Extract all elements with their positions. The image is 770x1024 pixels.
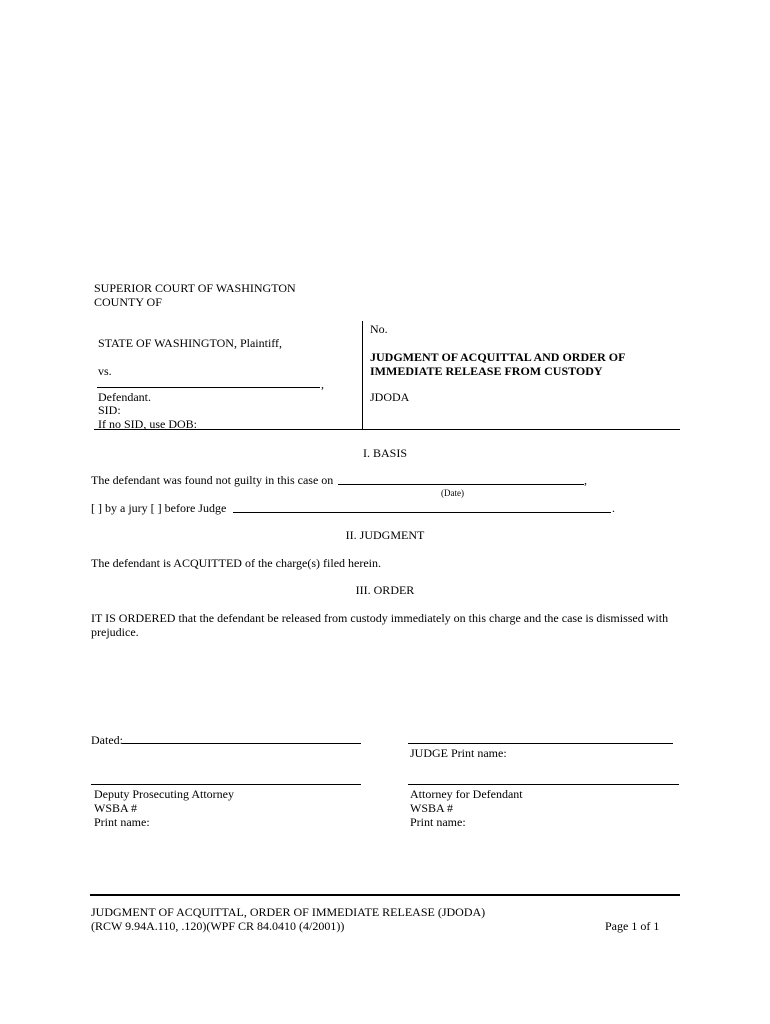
dob-label: If no SID, use DOB:: [98, 417, 197, 431]
judge-signature-line: [408, 743, 673, 744]
dated-line: [122, 743, 361, 744]
sid-label: SID:: [98, 403, 121, 417]
judge-name-line: [233, 512, 611, 513]
defense-signature-line: [408, 784, 679, 785]
basis-heading: I. BASIS: [362, 446, 407, 460]
basis-text: The defendant was found not guilty in this case on: [91, 473, 334, 487]
dpa-signature-line: [91, 784, 361, 785]
basis-comma: ,: [584, 473, 587, 487]
vs-label: vs.: [98, 364, 112, 378]
defendant-comma: ,: [321, 377, 324, 391]
footer-rule: [90, 894, 680, 896]
document-title-line1: JUDGMENT OF ACQUITTAL AND ORDER OF: [370, 350, 626, 364]
caption-divider: [362, 321, 363, 430]
jury-options: [ ] by a jury [ ] before Judge: [91, 501, 227, 515]
judge-print-label: JUDGE Print name:: [410, 746, 507, 760]
county-label: COUNTY OF: [94, 295, 162, 309]
footer-title: JUDGMENT OF ACQUITTAL, ORDER OF IMMEDIATE RELEASE (JDODA): [91, 905, 486, 919]
page-number: Page 1 of 1: [605, 919, 660, 933]
defendant-label: Defendant.: [98, 390, 151, 404]
defendant-name-line: [97, 387, 320, 388]
plaintiff-label: STATE OF WASHINGTON, Plaintiff,: [98, 336, 283, 350]
judgment-heading: II. JUDGMENT: [345, 528, 425, 542]
court-name: SUPERIOR COURT OF WASHINGTON: [94, 281, 296, 295]
order-text: IT IS ORDERED that the defendant be released from custody immediately on this charge and the case is dismissed with prejudice.: [91, 611, 669, 639]
case-number-label: No.: [370, 322, 388, 336]
date-caption: (Date): [441, 488, 464, 498]
dpa-wsba: WSBA #: [94, 801, 138, 815]
defense-print-name: Print name:: [410, 815, 466, 829]
document-code: JDODA: [370, 390, 410, 404]
order-heading: III. ORDER: [355, 583, 415, 597]
document-title-line2: IMMEDIATE RELEASE FROM CUSTODY: [370, 364, 603, 378]
jury-period: .: [612, 501, 615, 515]
dated-label: Dated:: [91, 733, 123, 747]
dpa-title: Deputy Prosecuting Attorney: [94, 787, 234, 801]
judgment-text: The defendant is ACQUITTED of the charge(s) filed herein.: [91, 556, 382, 570]
acquittal-date-line: [338, 484, 584, 485]
footer-citation: (RCW 9.94A.110, .120)(WPF CR 84.0410 (4/2001)): [91, 919, 345, 933]
defense-title: Attorney for Defendant: [410, 787, 523, 801]
dpa-print-name: Print name:: [94, 815, 150, 829]
defense-wsba: WSBA #: [410, 801, 454, 815]
caption-bottom-rule: [94, 429, 680, 430]
